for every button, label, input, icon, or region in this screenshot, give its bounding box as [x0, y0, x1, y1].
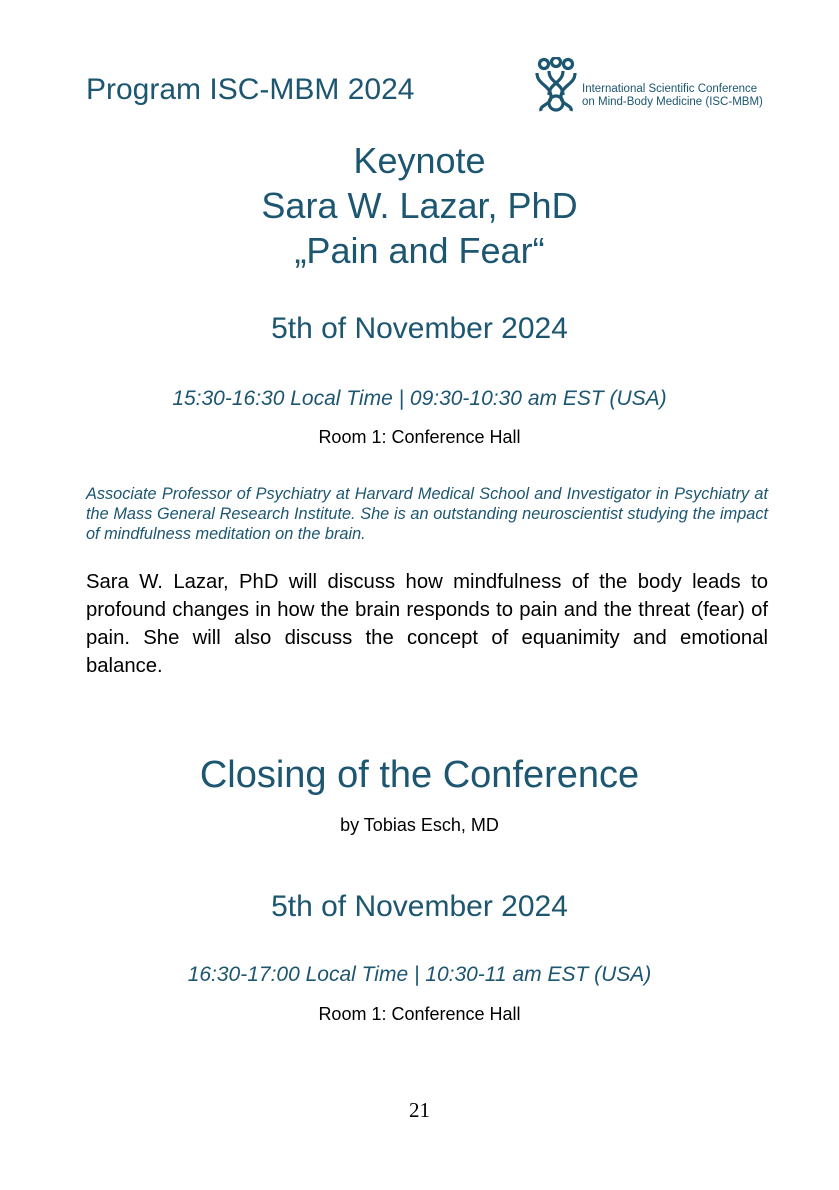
keynote-time: 15:30-16:30 Local Time | 09:30-10:30 am EST (USA): [172, 387, 667, 410]
talk-description: Sara W. Lazar, PhD will discuss how mindfulness of the body leads to profound changes in how the brain responds to pain and the threat (fear) of pain. She will also discuss the concept of equanimity and emotional balance.: [86, 571, 768, 677]
keynote-label: Keynote: [353, 140, 486, 181]
closing-date: 5th of November 2024: [271, 890, 568, 923]
logo-text-line1: International Scientific Conference: [582, 83, 758, 95]
keynote-talk-title: „Pain and Fear“: [294, 230, 545, 271]
closing-title: Closing of the Conference: [199, 754, 640, 796]
closing-room: Room 1: Conference Hall: [318, 1004, 521, 1024]
conference-logo: [533, 57, 773, 113]
page-number: 21: [409, 1098, 430, 1122]
keynote-speaker: Sara W. Lazar, PhD: [261, 185, 578, 226]
closing-time: 16:30-17:00 Local Time | 10:30-11 am EST (USA): [187, 963, 652, 986]
keynote-room: Room 1: Conference Hall: [318, 427, 521, 447]
figures-logo-icon: [533, 57, 579, 113]
closing-by: by Tobias Esch, MD: [340, 815, 499, 835]
program-header-title: Program ISC-MBM 2024: [86, 73, 415, 106]
keynote-date: 5th of November 2024: [271, 312, 568, 345]
logo-text-line2: on Mind-Body Medicine (ISC-MBM): [582, 96, 763, 108]
speaker-bio: Associate Professor of Psychiatry at Harvard Medical School and Investigator in Psychiatry at the Mass General Research Institute. She is an outstanding neuroscientist studying the impact of mindfulness meditation on the brain.: [86, 485, 768, 543]
